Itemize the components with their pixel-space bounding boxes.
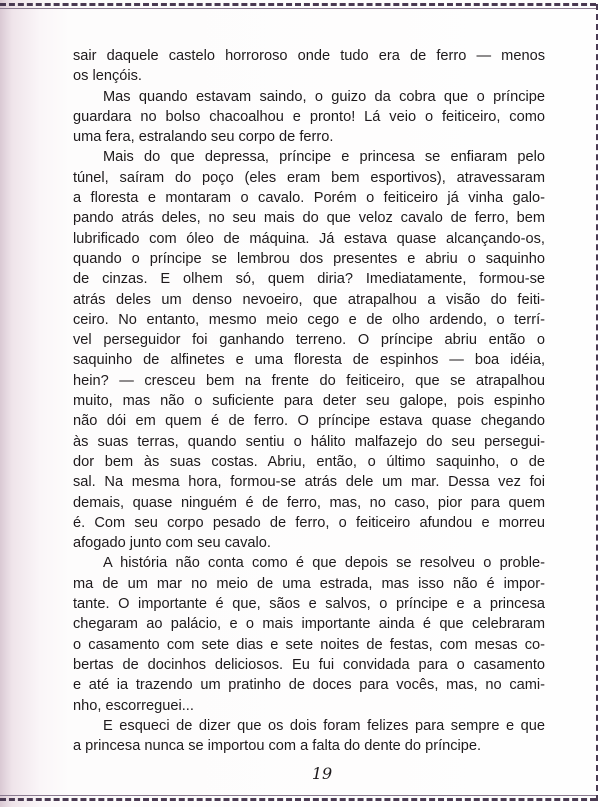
text-line: os lençóis. [73, 68, 142, 85]
text-line: ceiro. No entanto, mesmo meio cego e de olho ardendo, o terrí- [73, 311, 545, 328]
paragraph [73, 87, 545, 148]
text-line: às suas terras, quando sentiu o hálito malfazejo do seu persegui- [73, 433, 545, 450]
text-line: dor bem às suas costas. Abriu, então, o último saquinho, o de [73, 453, 545, 470]
text-line: o casamento com sete dias e sete noites de festas, com mesas co- [73, 636, 545, 653]
text-line: vel perseguidor foi ganhando terreno. O príncipe abriu então o [73, 332, 545, 349]
text-line: sal. Na mesma hora, formou-se atrás dele um mar. Dessa vez foi [73, 474, 545, 491]
decorative-border-bottom [0, 798, 596, 801]
text-line: nho, escorreguei... [73, 697, 194, 714]
text-line: E esqueci de dizer que os dois foram felizes para sempre e que [103, 717, 545, 734]
text-line: muito, mas não o suficiente para deter seu galope, pois espinho [73, 393, 545, 410]
decorative-border-bottom-rule [0, 795, 596, 796]
text-line: Mas quando estavam saindo, o guizo da cobra que o príncipe [103, 88, 545, 105]
text-line: não dói em quem é de ferro. O príncipe estava quase chegando [73, 413, 545, 430]
story-text [73, 46, 545, 756]
text-line: a princesa nunca se importou com a falta do dente do príncipe. [73, 738, 482, 755]
text-line: sair daquele castelo horroroso onde tudo era de ferro — menos [73, 48, 545, 64]
text-line: afogado junto com seu cavalo. [73, 535, 271, 552]
text-line: pando atrás deles, no seu mais do que veloz cavalo de ferro, bem [73, 210, 545, 227]
decorative-border-top-rule [0, 8, 596, 9]
text-line: uma fera, estralando seu corpo de ferro. [73, 129, 334, 146]
paragraph [73, 553, 545, 715]
decorative-border-top [0, 3, 596, 6]
text-line: bertas de docinhos deliciosos. Eu fui convidada para o casamento [73, 656, 545, 673]
text-line: tante. O importante é que, sãos e salvos, o príncipe e a princesa [73, 596, 545, 613]
text-line: hein? — cresceu bem na frente do feiticeiro, que se atrapalhou [73, 372, 545, 389]
paragraph [73, 716, 545, 757]
page-number: 19 [311, 764, 333, 783]
text-line: guardara no bolso chacoalhou e pronto! Lá veio o feiticeiro, como [73, 108, 545, 125]
text-line: chegaram ao palácio, e o mais importante ainda é que celebraram [73, 616, 545, 633]
text-line: saquinho de alfinetes e uma floresta de espinhos — boa idéia, [73, 352, 545, 369]
text-line: ma de um mar no meio de uma estrada, mas isso não é impor- [73, 575, 545, 592]
text-line: e até ia trazendo um pratinho de doces para vocês, mas, no cami- [73, 677, 545, 694]
text-line: atrás deles um denso nevoeiro, que atrapalhou a visão do feiti- [73, 291, 545, 308]
text-line: a floresta e montaram o cavalo. Porém o feiticeiro já vinha galo- [73, 190, 545, 207]
paragraph [73, 46, 545, 87]
text-line: demais, quase ninguém é de ferro, mas, no caso, pior para quem [73, 494, 545, 511]
text-line: quando o príncipe se lembrou dos presentes e abriu o saquinho [73, 250, 545, 267]
paragraph [73, 147, 545, 553]
text-line: túnel, saíram do poço (eles eram bem esportivos), atravessaram [73, 169, 545, 186]
text-line: é. Com seu corpo pesado de ferro, o feiticeiro afundou e morreu [73, 514, 545, 531]
text-line: lubrificado com óleo de máquina. Já estava quase alcançando-os, [73, 230, 545, 247]
text-line: Mais do que depressa, príncipe e princesa se enfiaram pelo [103, 149, 545, 166]
text-line: de cinzas. E olhem só, quem diria? Imediatamente, formou-se [73, 271, 545, 288]
decorative-border-right [596, 4, 598, 801]
text-line: A história não conta como é que depois se resolveu o proble- [103, 555, 545, 572]
